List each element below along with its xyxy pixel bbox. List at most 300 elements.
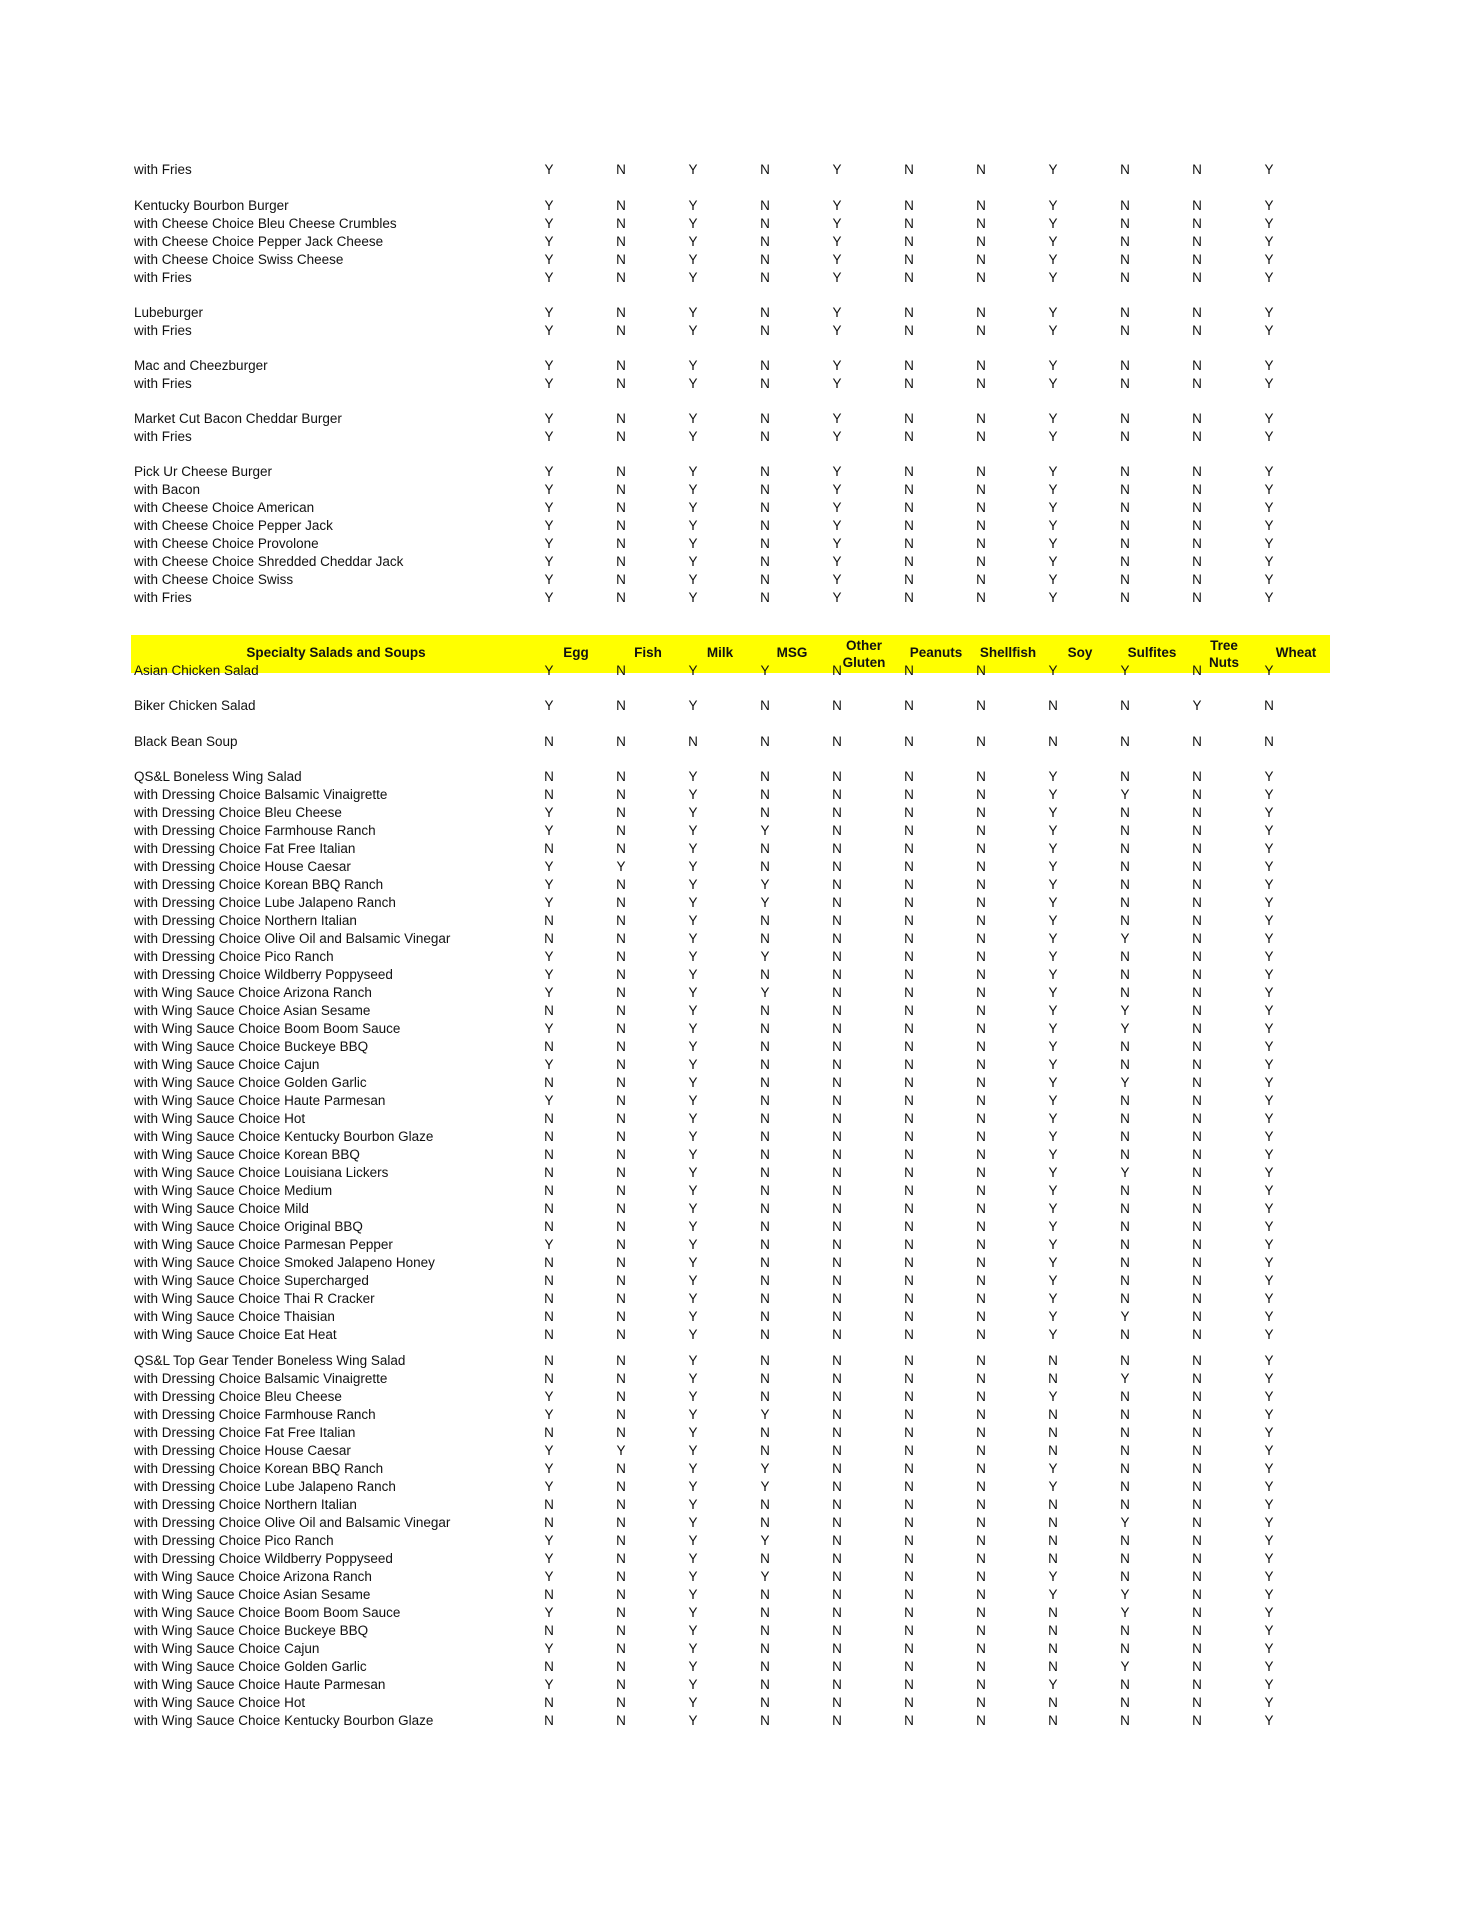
allergen-cell: N	[1120, 1129, 1130, 1144]
allergen-cell: N	[904, 1713, 914, 1728]
allergen-cell: N	[760, 1201, 770, 1216]
allergen-cell: Y	[1048, 572, 1058, 587]
table-row	[0, 804, 1484, 822]
allergen-values	[0, 1164, 8, 1182]
allergen-cell: N	[904, 554, 914, 569]
allergen-cell: N	[976, 1255, 986, 1270]
allergen-cell: Y	[544, 663, 554, 678]
allergen-cell: Y	[688, 1147, 698, 1162]
allergen-cell: Y	[688, 305, 698, 320]
allergen-cell: N	[904, 1039, 914, 1054]
allergen-cell: N	[1192, 1407, 1202, 1422]
allergen-cell: N	[544, 1075, 554, 1090]
allergen-cell: Y	[688, 1515, 698, 1530]
allergen-cell: N	[904, 1407, 914, 1422]
item-name: with Wing Sauce Choice Buckeye BBQ	[134, 1623, 369, 1638]
allergen-cell: Y	[688, 1219, 698, 1234]
allergen-cell: Y	[1264, 985, 1274, 1000]
allergen-cell: Y	[1048, 805, 1058, 820]
allergen-cell: Y	[1120, 1515, 1130, 1530]
allergen-values	[0, 1200, 8, 1218]
allergen-cell: N	[1048, 1713, 1058, 1728]
allergen-cell: N	[976, 305, 986, 320]
allergen-cell: Y	[688, 411, 698, 426]
allergen-cell: Y	[544, 536, 554, 551]
allergen-cell: N	[832, 1623, 842, 1638]
allergen-cell: N	[1192, 895, 1202, 910]
allergen-cell: N	[976, 1641, 986, 1656]
allergen-values	[0, 1272, 8, 1290]
allergen-cell: N	[544, 1659, 554, 1674]
allergen-cell: N	[760, 1003, 770, 1018]
table-row	[0, 1622, 1484, 1640]
allergen-cell: N	[616, 1425, 626, 1440]
allergen-cell: Y	[688, 1443, 698, 1458]
allergen-cell: Y	[688, 1695, 698, 1710]
allergen-cell: N	[616, 1075, 626, 1090]
allergen-cell: N	[616, 1237, 626, 1252]
allergen-cell: N	[904, 1605, 914, 1620]
allergen-cell: N	[976, 769, 986, 784]
allergen-cell: N	[1120, 572, 1130, 587]
allergen-cell: N	[616, 949, 626, 964]
allergen-cell: N	[616, 1255, 626, 1270]
allergen-cell: N	[616, 1461, 626, 1476]
section-title: Specialty Salads and Soups	[246, 645, 426, 660]
allergen-values	[0, 1442, 8, 1460]
allergen-cell: N	[976, 572, 986, 587]
allergen-cell: N	[616, 1353, 626, 1368]
allergen-cell: N	[832, 1389, 842, 1404]
allergen-cell: Y	[1264, 1219, 1274, 1234]
allergen-cell: Y	[760, 1569, 770, 1584]
allergen-cell: Y	[688, 1327, 698, 1342]
allergen-cell: Y	[688, 1371, 698, 1386]
allergen-cell: Y	[688, 1497, 698, 1512]
allergen-cell: N	[616, 323, 626, 338]
allergen-cell: Y	[688, 572, 698, 587]
allergen-cell: N	[1048, 734, 1058, 749]
allergen-cell: N	[760, 234, 770, 249]
allergen-cell: N	[904, 1327, 914, 1342]
allergen-cell: Y	[1264, 1201, 1274, 1216]
allergen-cell: Y	[1048, 1569, 1058, 1584]
allergen-cell: N	[976, 1623, 986, 1638]
allergen-cell: N	[1120, 1273, 1130, 1288]
allergen-cell: Y	[544, 216, 554, 231]
allergen-cell: N	[904, 698, 914, 713]
allergen-cell: N	[1192, 1623, 1202, 1638]
table-row	[0, 1712, 1484, 1730]
allergen-cell: Y	[688, 1425, 698, 1440]
table-row	[0, 1074, 1484, 1092]
allergen-cell: N	[832, 913, 842, 928]
allergen-cell: N	[760, 1237, 770, 1252]
allergen-cell: Y	[760, 877, 770, 892]
allergen-cell: N	[976, 895, 986, 910]
allergen-cell: N	[1120, 823, 1130, 838]
allergen-cell: Y	[688, 895, 698, 910]
allergen-cell: N	[616, 252, 626, 267]
table-row	[0, 1038, 1484, 1056]
allergen-cell: N	[1048, 1425, 1058, 1440]
allergen-cell: N	[1192, 1129, 1202, 1144]
allergen-cell: N	[832, 1461, 842, 1476]
allergen-cell: N	[1120, 913, 1130, 928]
allergen-cell: Y	[1048, 358, 1058, 373]
allergen-cell: N	[616, 1039, 626, 1054]
allergen-cell: N	[976, 1327, 986, 1342]
allergen-cell: N	[1192, 1327, 1202, 1342]
allergen-cell: N	[544, 1039, 554, 1054]
allergen-cell: N	[760, 500, 770, 515]
allergen-cell: Y	[1048, 1273, 1058, 1288]
allergen-cell: Y	[688, 1039, 698, 1054]
column-header-other-gluten: Other Gluten	[842, 638, 886, 670]
allergen-cell: Y	[688, 1165, 698, 1180]
allergen-values	[0, 1352, 8, 1370]
item-name: with Fries	[134, 323, 192, 338]
allergen-values	[0, 1568, 8, 1586]
allergen-cell: Y	[688, 1255, 698, 1270]
allergen-cell: N	[832, 841, 842, 856]
allergen-cell: N	[904, 1237, 914, 1252]
allergen-cell: N	[976, 252, 986, 267]
allergen-cell: Y	[688, 1291, 698, 1306]
allergen-cell: Y	[1048, 859, 1058, 874]
allergen-cell: N	[832, 1587, 842, 1602]
allergen-cell: N	[976, 554, 986, 569]
item-name: with Wing Sauce Choice Cajun	[134, 1057, 320, 1072]
allergen-cell: N	[760, 1659, 770, 1674]
allergen-values	[0, 1604, 8, 1622]
allergen-cell: Y	[544, 482, 554, 497]
allergen-cell: Y	[1264, 1389, 1274, 1404]
allergen-cell: N	[760, 841, 770, 856]
allergen-cell: N	[616, 769, 626, 784]
allergen-cell: N	[832, 1605, 842, 1620]
allergen-values	[0, 1676, 8, 1694]
allergen-cell: N	[544, 1309, 554, 1324]
allergen-cell: Y	[544, 895, 554, 910]
allergen-cell: Y	[1120, 1309, 1130, 1324]
allergen-cell: N	[760, 411, 770, 426]
allergen-cell: N	[904, 1353, 914, 1368]
allergen-cell: N	[976, 1533, 986, 1548]
allergen-values	[0, 1002, 8, 1020]
allergen-cell: Y	[1264, 1641, 1274, 1656]
allergen-cell: N	[760, 1057, 770, 1072]
allergen-cell: N	[976, 1587, 986, 1602]
allergen-cell: N	[832, 859, 842, 874]
allergen-cell: Y	[1048, 429, 1058, 444]
allergen-cell: N	[976, 1443, 986, 1458]
allergen-cell: Y	[544, 411, 554, 426]
allergen-cell: N	[976, 500, 986, 515]
allergen-cell: N	[904, 1515, 914, 1530]
allergen-cell: N	[1192, 663, 1202, 678]
allergen-cell: N	[976, 859, 986, 874]
allergen-cell: Y	[544, 1389, 554, 1404]
allergen-values	[0, 930, 8, 948]
allergen-cell: N	[616, 1533, 626, 1548]
allergen-cell: N	[1192, 769, 1202, 784]
allergen-cell: N	[760, 198, 770, 213]
allergen-cell: N	[1192, 877, 1202, 892]
allergen-values	[0, 1712, 8, 1730]
allergen-cell: N	[976, 1183, 986, 1198]
allergen-cell: N	[1264, 734, 1274, 749]
allergen-cell: N	[904, 877, 914, 892]
allergen-cell: N	[832, 1057, 842, 1072]
allergen-cell: N	[1120, 1407, 1130, 1422]
item-name: with Dressing Choice Farmhouse Ranch	[134, 1407, 376, 1422]
allergen-cell: N	[616, 805, 626, 820]
allergen-cell: N	[1192, 1075, 1202, 1090]
allergen-values	[0, 662, 8, 680]
allergen-cell: N	[760, 270, 770, 285]
allergen-values	[0, 1038, 8, 1056]
allergen-cell: N	[904, 1309, 914, 1324]
allergen-cell: N	[544, 1371, 554, 1386]
allergen-cell: N	[1120, 1237, 1130, 1252]
allergen-cell: N	[760, 536, 770, 551]
allergen-cell: N	[976, 1407, 986, 1422]
allergen-cell: N	[1120, 805, 1130, 820]
allergen-cell: N	[1192, 305, 1202, 320]
allergen-cell: Y	[1048, 1461, 1058, 1476]
item-name: with Cheese Choice Bleu Cheese Crumbles	[134, 216, 397, 231]
allergen-cell: N	[832, 769, 842, 784]
allergen-cell: N	[1120, 590, 1130, 605]
allergen-cell: N	[832, 1201, 842, 1216]
allergen-cell: N	[904, 985, 914, 1000]
allergen-cell: N	[832, 1273, 842, 1288]
allergen-values	[0, 1182, 8, 1200]
allergen-cell: N	[1120, 1183, 1130, 1198]
allergen-cell: N	[616, 554, 626, 569]
allergen-cell: N	[976, 841, 986, 856]
allergen-cell: N	[616, 1111, 626, 1126]
table-row	[0, 697, 1484, 715]
allergen-values	[0, 233, 8, 251]
allergen-cell: Y	[544, 198, 554, 213]
allergen-cell: N	[904, 1641, 914, 1656]
allergen-cell: N	[544, 913, 554, 928]
table-row	[0, 1676, 1484, 1694]
allergen-cell: N	[832, 1129, 842, 1144]
allergen-cell: Y	[1264, 1165, 1274, 1180]
allergen-cell: Y	[1264, 1659, 1274, 1674]
allergen-cell: N	[1120, 162, 1130, 177]
allergen-cell: N	[616, 1497, 626, 1512]
allergen-cell: Y	[1264, 1479, 1274, 1494]
allergen-cell: Y	[688, 482, 698, 497]
allergen-cell: N	[1192, 1021, 1202, 1036]
item-name: with Wing Sauce Choice Golden Garlic	[134, 1075, 367, 1090]
allergen-cell: Y	[1264, 931, 1274, 946]
allergen-cell: N	[976, 1093, 986, 1108]
allergen-cell: Y	[1048, 949, 1058, 964]
item-name: with Dressing Choice Fat Free Italian	[134, 1425, 356, 1440]
allergen-cell: Y	[1264, 482, 1274, 497]
allergen-cell: Y	[688, 554, 698, 569]
allergen-cell: N	[760, 1551, 770, 1566]
table-row	[0, 1092, 1484, 1110]
allergen-cell: N	[760, 1371, 770, 1386]
allergen-cell: Y	[688, 590, 698, 605]
allergen-cell: N	[904, 1273, 914, 1288]
allergen-cell: N	[904, 1129, 914, 1144]
allergen-values	[0, 375, 8, 393]
allergen-cell: N	[544, 1353, 554, 1368]
allergen-values	[0, 357, 8, 375]
table-row	[0, 1532, 1484, 1550]
allergen-cell: Y	[1264, 464, 1274, 479]
allergen-cell: N	[1120, 1057, 1130, 1072]
item-name: with Dressing Choice Balsamic Vinaigrette	[134, 787, 388, 802]
allergen-cell: N	[616, 1677, 626, 1692]
allergen-cell: N	[544, 1003, 554, 1018]
allergen-cell: N	[1192, 234, 1202, 249]
allergen-cell: Y	[688, 985, 698, 1000]
allergen-cell: Y	[688, 536, 698, 551]
allergen-values	[0, 269, 8, 287]
item-name: with Fries	[134, 429, 192, 444]
allergen-cell: N	[904, 1659, 914, 1674]
allergen-cell: N	[1192, 1003, 1202, 1018]
table-row	[0, 375, 1484, 393]
allergen-cell: Y	[1264, 1677, 1274, 1692]
allergen-cell: N	[976, 931, 986, 946]
allergen-cell: Y	[1264, 1309, 1274, 1324]
allergen-cell: N	[904, 1623, 914, 1638]
allergen-cell: N	[1120, 216, 1130, 231]
allergen-values	[0, 1146, 8, 1164]
allergen-values	[0, 1406, 8, 1424]
allergen-cell: N	[904, 841, 914, 856]
allergen-values	[0, 161, 8, 179]
allergen-cell: N	[832, 1515, 842, 1530]
allergen-cell: Y	[688, 1677, 698, 1692]
table-row	[0, 1110, 1484, 1128]
allergen-cell: Y	[688, 518, 698, 533]
item-name: with Wing Sauce Choice Cajun	[134, 1641, 320, 1656]
allergen-cell: Y	[1264, 1461, 1274, 1476]
allergen-cell: N	[1120, 464, 1130, 479]
allergen-cell: N	[1192, 1389, 1202, 1404]
allergen-values	[0, 1218, 8, 1236]
item-name: with Dressing Choice Korean BBQ Ranch	[134, 877, 384, 892]
allergen-cell: Y	[688, 859, 698, 874]
allergen-cell: Y	[1048, 823, 1058, 838]
item-name: with Dressing Choice Olive Oil and Balsamic Vinegar	[134, 1515, 451, 1530]
allergen-cell: N	[1120, 698, 1130, 713]
allergen-cell: N	[1192, 252, 1202, 267]
allergen-cell: N	[1120, 358, 1130, 373]
allergen-cell: Y	[544, 162, 554, 177]
allergen-cell: N	[616, 841, 626, 856]
allergen-cell: N	[904, 1165, 914, 1180]
allergen-cell: N	[616, 376, 626, 391]
allergen-cell: N	[904, 429, 914, 444]
allergen-cell: Y	[1120, 1371, 1130, 1386]
allergen-cell: N	[832, 1677, 842, 1692]
allergen-cell: N	[832, 1183, 842, 1198]
allergen-values	[0, 481, 8, 499]
allergen-cell: N	[976, 376, 986, 391]
allergen-cell: Y	[544, 805, 554, 820]
allergen-cell: N	[904, 1425, 914, 1440]
allergen-cell: N	[760, 769, 770, 784]
allergen-cell: Y	[688, 698, 698, 713]
allergen-cell: N	[1192, 1515, 1202, 1530]
allergen-values	[0, 697, 8, 715]
allergen-cell: N	[976, 1291, 986, 1306]
allergen-cell: Y	[1048, 554, 1058, 569]
allergen-values	[0, 984, 8, 1002]
allergen-cell: Y	[1048, 234, 1058, 249]
allergen-cell: N	[1120, 376, 1130, 391]
allergen-cell: N	[904, 895, 914, 910]
allergen-cell: Y	[1048, 270, 1058, 285]
allergen-cell: N	[1120, 1695, 1130, 1710]
allergen-cell: N	[616, 663, 626, 678]
allergen-cell: Y	[1048, 1183, 1058, 1198]
allergen-cell: N	[904, 663, 914, 678]
allergen-cell: N	[904, 411, 914, 426]
allergen-cell: N	[616, 590, 626, 605]
allergen-cell: N	[832, 1695, 842, 1710]
allergen-cell: N	[544, 1129, 554, 1144]
allergen-cell: N	[1120, 967, 1130, 982]
allergen-values	[0, 410, 8, 428]
allergen-cell: N	[760, 482, 770, 497]
allergen-cell: N	[1192, 1255, 1202, 1270]
allergen-cell: N	[976, 949, 986, 964]
allergen-cell: N	[616, 931, 626, 946]
allergen-cell: Y	[1048, 1291, 1058, 1306]
allergen-cell: Y	[688, 358, 698, 373]
allergen-cell: Y	[1048, 841, 1058, 856]
allergen-cell: Y	[688, 663, 698, 678]
allergen-cell: N	[904, 500, 914, 515]
item-name: Market Cut Bacon Cheddar Burger	[134, 411, 342, 426]
allergen-cell: N	[1120, 769, 1130, 784]
table-row	[0, 535, 1484, 553]
allergen-cell: N	[904, 769, 914, 784]
table-row	[0, 553, 1484, 571]
allergen-cell: N	[760, 1075, 770, 1090]
allergen-cell: Y	[688, 1407, 698, 1422]
item-name: with Dressing Choice Pico Ranch	[134, 949, 334, 964]
item-name: with Wing Sauce Choice Asian Sesame	[134, 1587, 371, 1602]
allergen-values	[0, 894, 8, 912]
allergen-cell: Y	[832, 270, 842, 285]
allergen-cell: N	[1192, 1165, 1202, 1180]
allergen-cell: N	[976, 1371, 986, 1386]
allergen-cell: N	[760, 1255, 770, 1270]
table-row	[0, 1604, 1484, 1622]
table-row	[0, 1164, 1484, 1182]
allergen-cell: Y	[688, 1273, 698, 1288]
table-row	[0, 1002, 1484, 1020]
allergen-cell: Y	[1048, 518, 1058, 533]
allergen-cell: N	[832, 1353, 842, 1368]
allergen-cell: Y	[832, 162, 842, 177]
allergen-cell: Y	[688, 323, 698, 338]
allergen-values	[0, 1254, 8, 1272]
